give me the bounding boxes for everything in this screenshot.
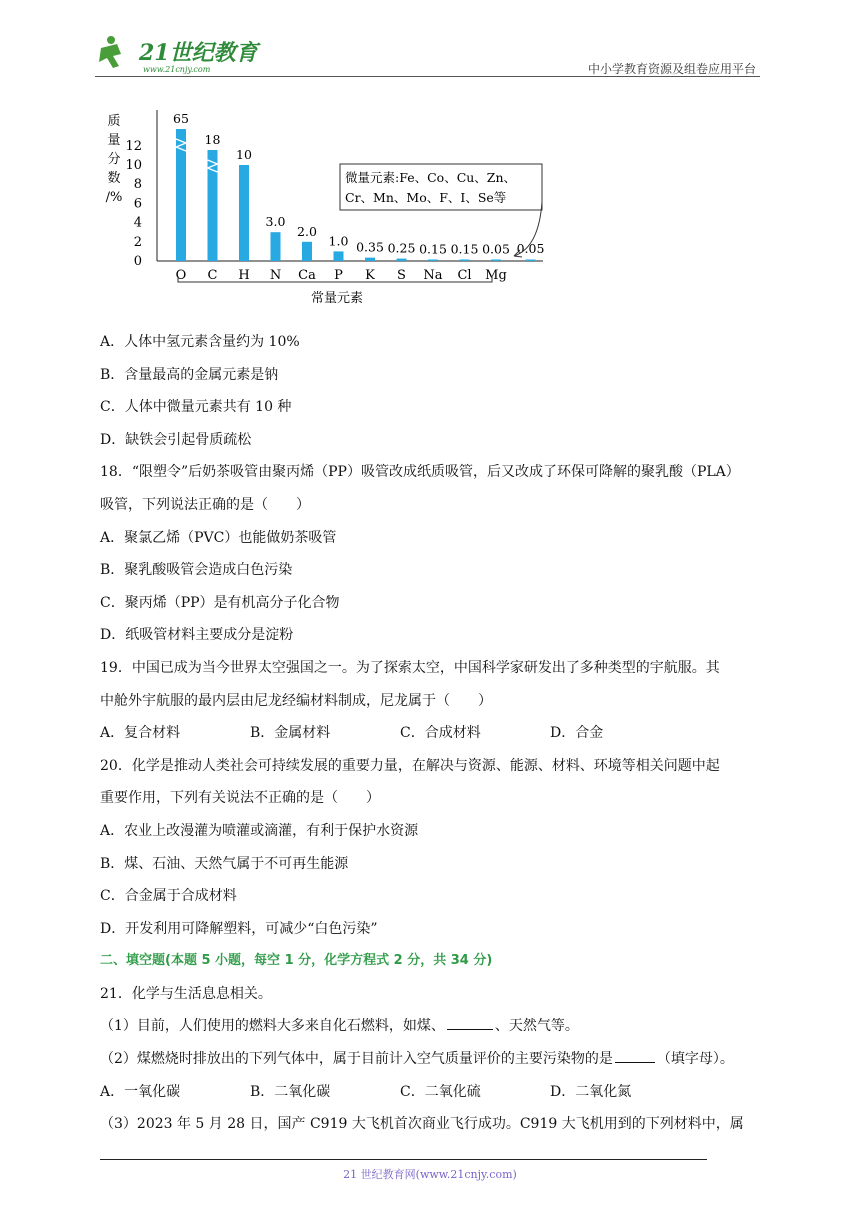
bar-ca (302, 242, 312, 261)
q18-option-b: B．聚乳酸吸管会造成白色污染 (100, 562, 293, 579)
bar-s (397, 259, 407, 261)
footer-divider (100, 1159, 707, 1160)
bracket-label: 常量元素 (310, 291, 364, 306)
q18-option-a: A．聚氯乙烯（PVC）也能做奶茶吸管 (100, 529, 337, 546)
answer-blank[interactable] (615, 1049, 655, 1063)
y-axis-label-char: 分 (107, 152, 121, 167)
y-tick-label: 2 (133, 234, 142, 250)
q19-option-d: D．合金 (550, 725, 604, 742)
header-tagline: 中小学教育资源及组卷应用平台 (587, 62, 756, 76)
q19-options (100, 717, 765, 750)
bar-value-label: 3.0 (265, 214, 286, 230)
bar-value-label: 0.05 (516, 241, 545, 256)
q19-stem-line2: 中舱外宇航服的最内层由尼龙经编材料制成，尼龙属于（ ） (100, 692, 492, 709)
logo-text: 21世纪教育 (139, 40, 258, 66)
y-tick-label: 12 (125, 138, 142, 154)
q18-option-c: C．聚丙烯（PP）是有机高分子化合物 (100, 594, 340, 611)
q20-option-b: B．煤、石油、天然气属于不可再生能源 (100, 855, 349, 872)
x-category-label: K (365, 268, 375, 283)
element-chart (100, 100, 560, 320)
bar-cl (460, 260, 470, 262)
y-tick-label: 8 (133, 177, 142, 193)
bar-value-label: 0.15 (419, 241, 447, 257)
q20-option-d: D．开发利用可降解塑料，可减少“白色污染” (100, 920, 378, 937)
q21-2-option-b: B．二氧化碳 (250, 1083, 331, 1100)
q21-2-option-c: C．二氧化硫 (400, 1083, 481, 1100)
bar-value-label: 0.35 (356, 239, 384, 255)
x-category-label: N (269, 268, 282, 283)
q18-stem-line2: 吸管，下列说法正确的是（ ） (100, 496, 310, 513)
q17-option-d: D．缺铁会引起骨质疏松 (100, 431, 252, 448)
q17-option-a: A．人体中氢元素含量约为 10% (100, 334, 300, 350)
x-category-label: C (207, 268, 218, 283)
y-axis-label-char: 质 (107, 114, 121, 129)
bar-na (428, 260, 438, 262)
bar-h (239, 165, 249, 261)
q21-part2-post: （填字母）。 (656, 1051, 734, 1068)
page-footer: 21 世纪教育网(www.21cnjy.com) (343, 1168, 517, 1181)
q21-part2 (100, 1043, 765, 1076)
y-tick-label: 6 (133, 196, 142, 212)
q17-option-b: B．含量最高的金属元素是钠 (100, 366, 279, 383)
bar-value-label: 18 (204, 132, 221, 147)
x-category-label: P (334, 268, 343, 283)
bar-mg (491, 260, 501, 262)
callout-text-line2: Cr、Mn、Mo、F、I、Se等 (345, 190, 507, 205)
q21-part1-post: 、天然气等。 (494, 1018, 579, 1035)
q19-option-b: B．金属材料 (250, 725, 331, 742)
x-category-label: H (238, 268, 250, 283)
x-category-label: Mg (485, 268, 507, 283)
q21-2-option-d: D．二氧化氮 (550, 1083, 632, 1100)
bar-k (365, 258, 375, 261)
bar-value-label: 0.15 (450, 241, 479, 257)
x-category-label: Ca (298, 268, 316, 283)
q21-part3: （3）2023 年 5 月 28 日，国产 C919 大飞机首次商业飞行成功。C919 大飞机用到的下列材料中，属 (100, 1116, 744, 1133)
site-logo (95, 32, 265, 76)
x-category-label: Na (423, 268, 443, 283)
q18-stem-line1: 18．“限塑令”后奶茶吸管由聚丙烯（PP）吸管改成纸质吸管，后又改成了环保可降解的聚乳酸（PLA） (100, 464, 740, 481)
bar-value-label: 2.0 (297, 223, 317, 239)
page-header (95, 32, 760, 78)
bar-p (334, 251, 344, 261)
bar-value-label: 0.05 (482, 241, 510, 257)
y-tick-label: 10 (125, 158, 142, 173)
y-axis-label-char: 量 (107, 133, 121, 148)
q20-stem-line2: 重要作用，下列有关说法不正确的是（ ） (100, 790, 380, 807)
q17-option-c: C．人体中微量元素共有 10 种 (100, 399, 292, 416)
x-category-label: Cl (457, 268, 472, 283)
callout-text-line1: 微量元素:Fe、Co、Cu、Zn、 (345, 170, 517, 185)
q20-option-c: C．合金属于合成材料 (100, 888, 237, 905)
answer-blank[interactable] (447, 1016, 493, 1030)
bar-value-label: 0.25 (387, 240, 416, 256)
y-axis-label-char: 数 (107, 171, 121, 186)
y-axis-label-char: /% (105, 190, 123, 205)
q19-stem-line1: 19．中国已成为当今世界太空强国之一。为了探索太空，中国科学家研发出了多种类型的宇航服。其 (100, 659, 720, 676)
bar-value-label: 1.0 (328, 233, 349, 249)
q21-part1-pre: （1）目前，人们使用的燃料大多来自化石燃料，如煤、 (100, 1018, 445, 1035)
bar-n (271, 232, 281, 261)
q21-2-option-a: A．一氧化碳 (100, 1083, 181, 1100)
q21-part2-pre: （2）煤燃烧时排放出的下列气体中，属于目前计入空气质量评价的主要污染物的是 (100, 1051, 613, 1068)
q21-stem: 21．化学与生活息息相关。 (100, 985, 272, 1002)
section-heading: 二、填空题(本题 5 小题，每空 1 分，化学方程式 2 分，共 34 分) (100, 953, 493, 969)
y-tick-label: 0 (133, 254, 142, 269)
chart-svg (100, 100, 560, 320)
header-divider (95, 76, 760, 77)
x-category-label: O (175, 268, 187, 283)
x-category-label: S (397, 268, 406, 283)
bar-value-label: 65 (173, 111, 189, 126)
q21-part1 (100, 1010, 765, 1043)
question-content (100, 326, 765, 1141)
logo-url: www.21cnjy.com (143, 65, 211, 74)
q21-part2-options (100, 1076, 765, 1109)
q19-option-a: A．复合材料 (100, 725, 181, 742)
q19-option-c: C．合成材料 (400, 725, 481, 742)
q18-option-d: D．纸吸管材料主要成分是淀粉 (100, 627, 294, 644)
q20-option-a: A．农业上改漫灌为喷灌或滴灌，有利于保护水资源 (100, 822, 419, 839)
bar-trace-elements (526, 260, 536, 262)
q20-stem-line1: 20．化学是推动人类社会可持续发展的重要力量，在解决与资源、能源、材料、环境等相关问题中起 (100, 757, 720, 774)
y-tick-label: 4 (133, 215, 142, 231)
bar-value-label: 10 (236, 147, 252, 162)
